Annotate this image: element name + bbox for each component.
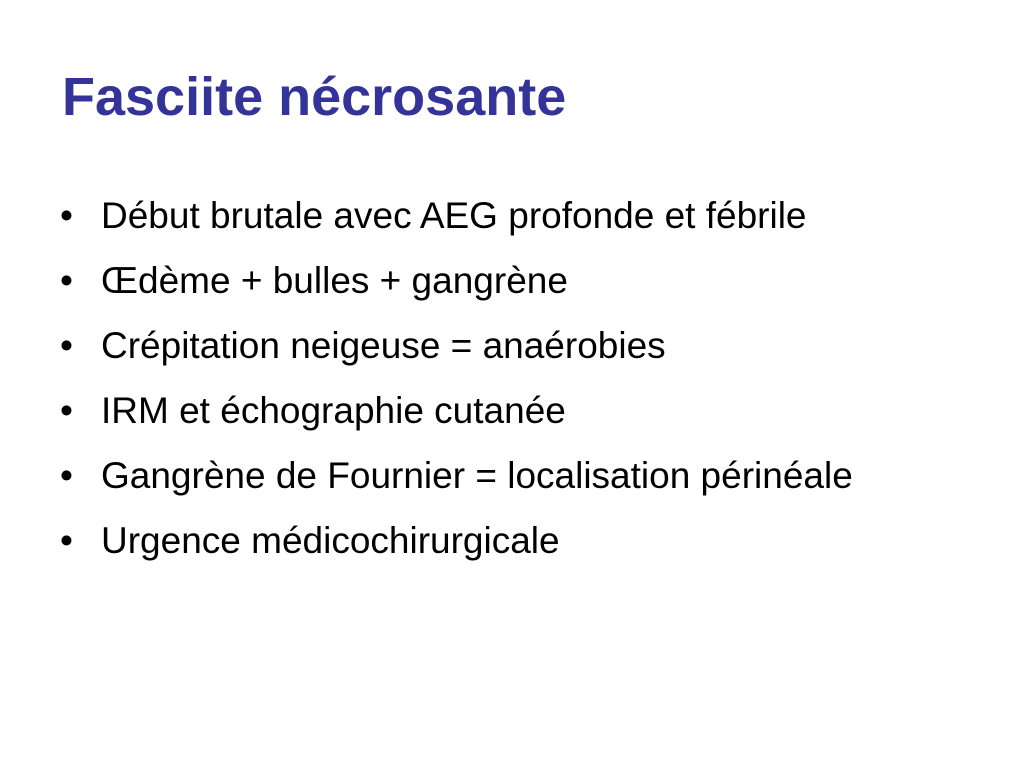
- list-item: [0, 254, 861, 307]
- bullet-icon: •: [60, 325, 73, 366]
- list-item: [0, 319, 861, 372]
- bullet-icon: •: [60, 195, 73, 236]
- slide-title: Fasciite nécrosante: [62, 67, 567, 127]
- bullet-text: Début brutale avec AEG profonde et fébrile: [101, 195, 807, 236]
- list-item: [0, 514, 861, 567]
- list-item: [0, 449, 861, 502]
- bullet-text: Gangrène de Fournier = localisation périnéale: [101, 455, 853, 496]
- bullet-icon: •: [60, 455, 73, 496]
- bullet-icon: •: [60, 390, 73, 431]
- bullet-list: [0, 189, 1024, 579]
- bullet-text: Œdème + bulles + gangrène: [101, 260, 568, 301]
- bullet-text: Urgence médicochirurgicale: [101, 520, 560, 561]
- bullet-icon: •: [60, 520, 73, 561]
- list-item: [0, 384, 861, 437]
- bullet-icon: •: [60, 260, 73, 301]
- bullet-text: Crépitation neigeuse = anaérobies: [101, 325, 666, 366]
- list-item: [0, 189, 861, 242]
- bullet-text: IRM et échographie cutanée: [101, 390, 566, 431]
